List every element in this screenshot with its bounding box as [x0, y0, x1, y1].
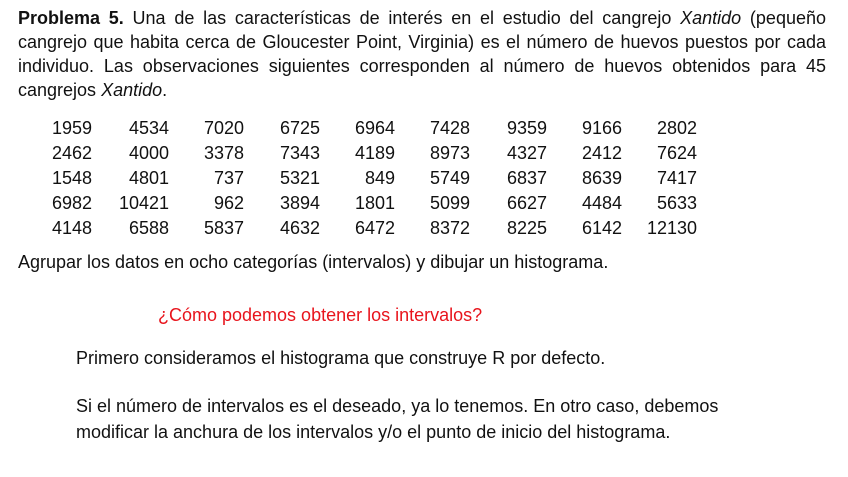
table-cell: 4327	[506, 143, 547, 163]
table-cell: 7343	[279, 143, 320, 163]
table-cell: 6472	[354, 218, 395, 238]
table-cell: 2802	[656, 118, 697, 138]
table-cell: 6725	[279, 118, 320, 138]
table-cell: 6627	[506, 193, 547, 213]
table-cell: 4000	[128, 143, 169, 163]
table-cell: 3894	[279, 193, 320, 213]
table-cell: 7624	[656, 143, 697, 163]
table-cell: 1548	[51, 168, 92, 188]
table-cell: 4534	[128, 118, 169, 138]
table-cell: 4484	[581, 193, 622, 213]
table-cell: 5633	[656, 193, 697, 213]
instruction-text: Agrupar los datos en ocho categorías (intervalos) y dibujar un histograma.	[18, 252, 609, 272]
table-cell: 4189	[354, 143, 395, 163]
table-row	[38, 216, 697, 241]
table-cell: 8639	[581, 168, 622, 188]
table-cell: 8225	[506, 218, 547, 238]
table-cell: 6837	[506, 168, 547, 188]
table-cell: 1959	[51, 118, 92, 138]
table-cell: 8372	[429, 218, 470, 238]
table-cell: 6964	[354, 118, 395, 138]
problem-text-part1: Una de las características de interés en el estudio del cangrejo	[123, 8, 681, 28]
egg-count-table	[38, 116, 697, 241]
table-cell: 9359	[506, 118, 547, 138]
problem-text-part3: .	[162, 80, 168, 100]
table-cell: 2412	[581, 143, 622, 163]
table-row	[38, 166, 697, 191]
table-row	[38, 116, 697, 141]
table-cell: 4801	[128, 168, 169, 188]
paragraph-default-histogram: Primero consideramos el histograma que construye R por defecto.	[76, 348, 606, 368]
table-cell: 4632	[279, 218, 320, 238]
table-cell: 7417	[656, 168, 697, 188]
table-row	[38, 141, 697, 166]
egg-count-table-body	[38, 116, 697, 241]
problem-statement	[18, 6, 826, 102]
table-cell: 962	[213, 193, 244, 213]
table-cell: 7020	[203, 118, 244, 138]
question-text: ¿Cómo podemos obtener los intervalos?	[158, 305, 483, 325]
problem-title: Problema 5.	[18, 8, 124, 28]
species-name-2: Xantido	[101, 80, 163, 100]
table-row	[38, 191, 697, 216]
table-cell: 3378	[203, 143, 244, 163]
table-cell: 849	[364, 168, 395, 188]
table-cell: 737	[213, 168, 244, 188]
table-cell: 9166	[581, 118, 622, 138]
table-cell: 8973	[429, 143, 470, 163]
paragraph-modify-intervals: Si el número de intervalos es el deseado, ya lo tenemos. En otro caso, debemos modificar la anchura de los intervalos y/o el punto de inicio del histograma.	[76, 396, 719, 442]
table-cell: 5099	[429, 193, 470, 213]
table-cell: 1801	[354, 193, 395, 213]
table-cell: 5837	[203, 218, 244, 238]
table-cell: 7428	[429, 118, 470, 138]
table-cell: 6142	[581, 218, 622, 238]
species-name: Xantido	[680, 8, 742, 28]
table-cell: 12130	[646, 218, 697, 238]
problem-text-part2: (pequeño cangrejo que habita cerca de Gloucester Point, Virginia) es el número de huevos puestos por cada individuo. Las observaciones siguientes corresponden al número de huevos obtenidos para 45 cangrejos	[18, 8, 826, 100]
table-cell: 5749	[429, 168, 470, 188]
table-cell: 5321	[279, 168, 320, 188]
table-cell: 6982	[51, 193, 92, 213]
table-cell: 6588	[128, 218, 169, 238]
table-cell: 4148	[51, 218, 92, 238]
table-cell: 10421	[118, 193, 169, 213]
table-cell: 2462	[51, 143, 92, 163]
